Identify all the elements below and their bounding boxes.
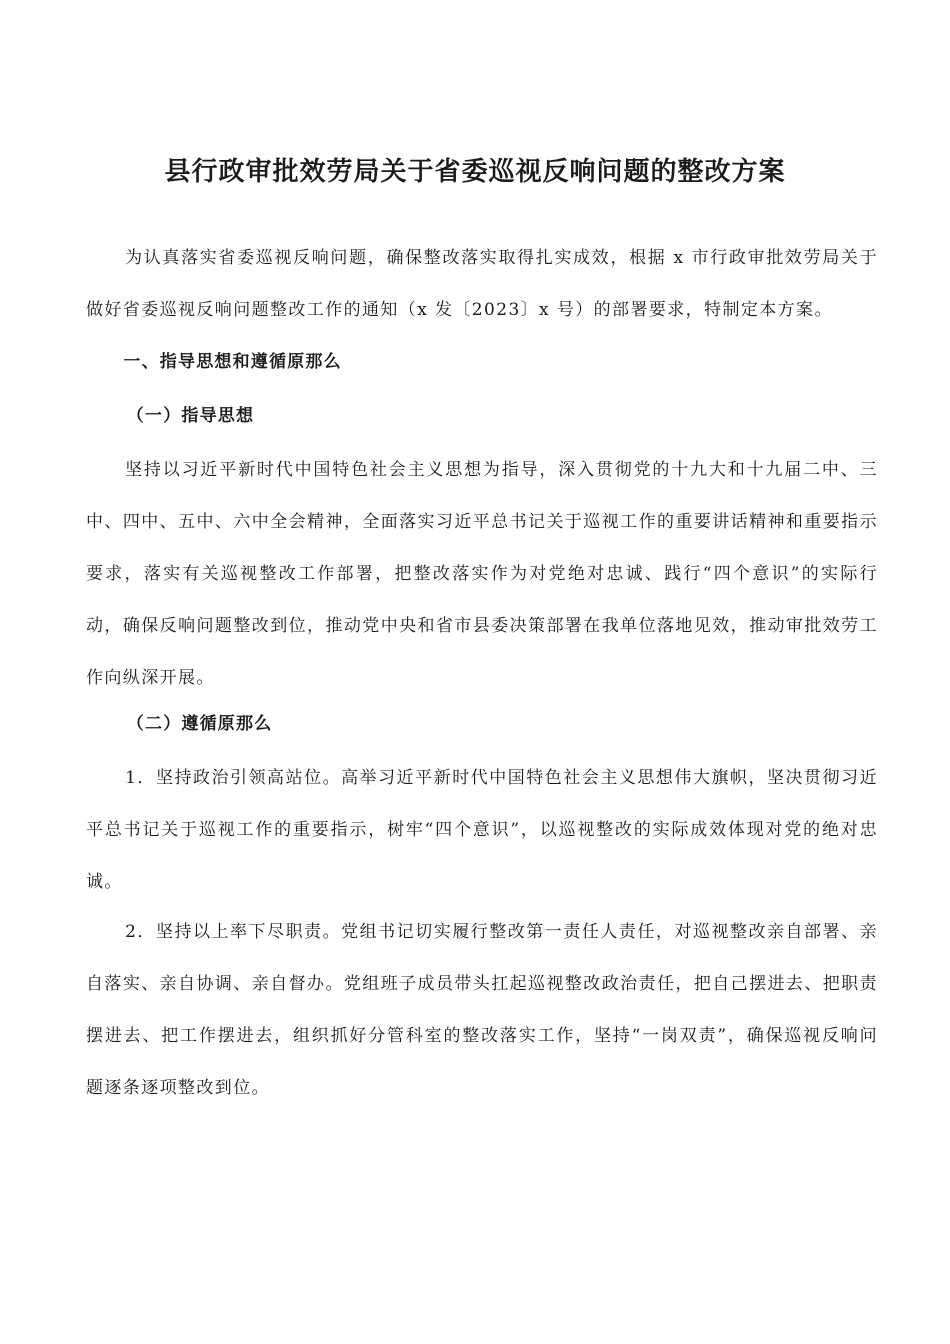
section-heading-guiding-principles: 一、指导思想和遵循原那么 [123, 352, 342, 372]
guiding-thought-paragraph: 坚持以习近平新时代中国特色社会主义思想为指导，深入贯彻党的十九大和十九届二中、三中、四中、五中、六中全会精神，全面落实习近平总书记关于巡视工作的重要讲话精神和重要指示要求，落实有关巡视整改工作部署，把整改落实作为对党绝对忠诚、践行“四个意识”的实际行动，确保反响问题整改到位，推动党中央和省市县委决策部署在我单位落地见效，推动审批效劳工作向纵深开展。 [86, 460, 878, 688]
subsection-heading-principles: （二）遵循原那么 [126, 714, 273, 734]
document-title: 县行政审批效劳局关于省委巡视反响问题的整改方案 [164, 157, 786, 187]
subsection-heading-guiding-thought: （一）指导思想 [126, 406, 255, 426]
principle-2-paragraph: 2．坚持以上率下尽职责。党组书记切实履行整改第一责任人责任，对巡视整改亲自部署、亲自落实、亲自协调、亲自督办。党组班子成员带头扛起巡视整改政治责任，把自己摆进去、把职责摆进去、把工作摆进去，组织抓好分管科室的整改落实工作，坚持“一岗双责”，确保巡视反响问题逐条逐项整改到位。 [86, 922, 878, 1098]
principle-1-paragraph: 1．坚持政治引领高站位。高举习近平新时代中国特色社会主义思想伟大旗帜，坚决贯彻习近平总书记关于巡视工作的重要指示，树牢“四个意识”，以巡视整改的实际成效体现对党的绝对忠诚。 [86, 768, 878, 892]
intro-paragraph: 为认真落实省委巡视反响问题，确保整改落实取得扎实成效，根据 x 市行政审批效劳局关于做好省委巡视反响问题整改工作的通知（x 发〔2023〕x 号）的部署要求，特制定本方案。 [86, 248, 878, 320]
